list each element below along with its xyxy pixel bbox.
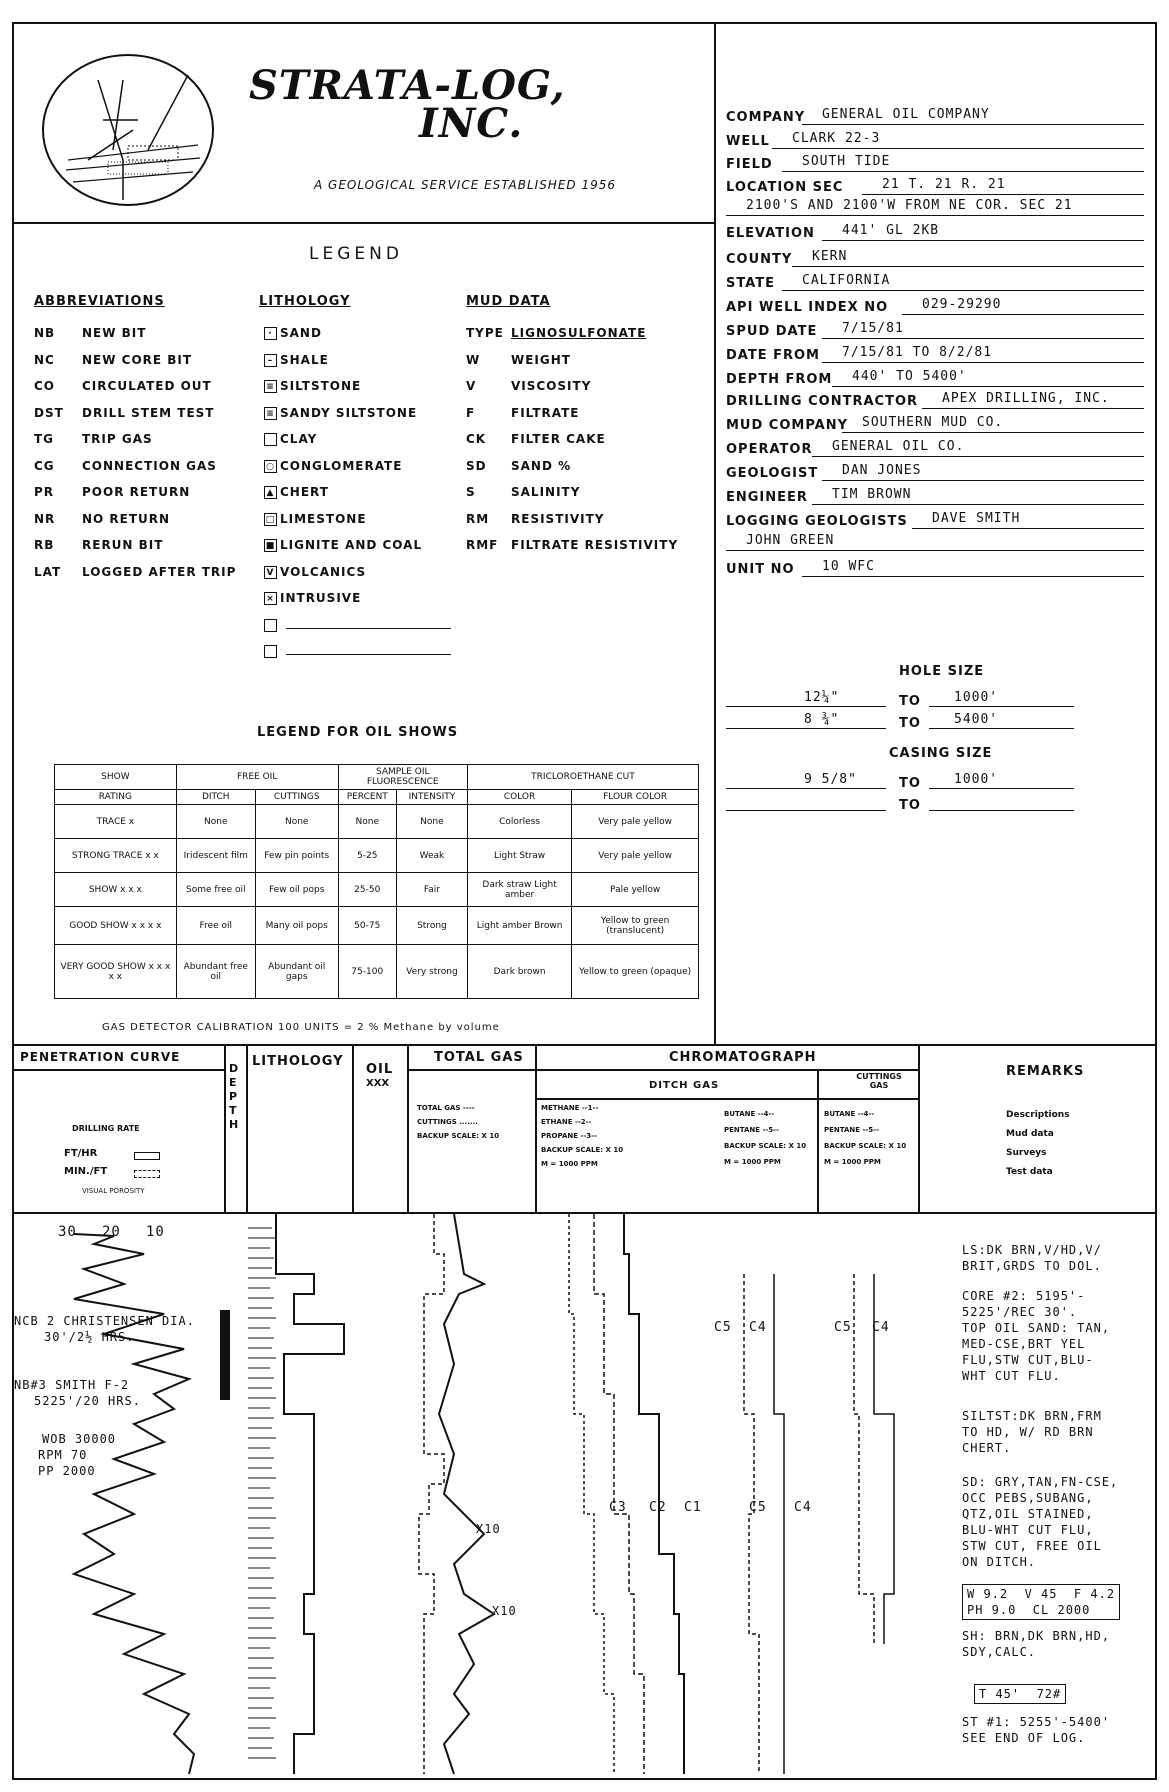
table-cell: Light amber Brown [467, 907, 571, 945]
chrom-left-item: M = 1000 PPM [541, 1160, 598, 1168]
abbreviation-text: POOR RETURN [82, 485, 191, 499]
well-field-value: 029-29290 [922, 297, 1002, 312]
oil-shows-subheader: COLOR [467, 790, 571, 805]
lithology-legend-label: CHERT [280, 485, 329, 499]
tg-legend-item: BACKUP SCALE: X 10 [417, 1132, 500, 1140]
hole_size-to-label: TO [899, 716, 921, 731]
well-field-label: ENGINEER [726, 490, 808, 505]
lithology-legend-item [264, 379, 361, 393]
well-field-label: MUD COMPANY [726, 418, 849, 433]
cuttings-gas-curve [419, 1214, 444, 1774]
lithology-legend-item [264, 485, 329, 499]
company-name-line-1: STRATA-LOG, [249, 62, 566, 109]
table-cell: Pale yellow [572, 873, 699, 907]
well-field-value: 7/15/81 [842, 321, 904, 336]
ethane-curve [594, 1214, 644, 1774]
well-field-label: DATE FROM [726, 348, 820, 363]
table-cell: None [338, 805, 396, 839]
abbreviation-code: DST [34, 405, 64, 420]
table-cell: 75-100 [338, 945, 396, 999]
abbreviations-title: ABBREVIATIONS [34, 294, 165, 309]
well-field-value: 10 WFC [822, 559, 875, 574]
chrom-mid-item: M = 1000 PPM [724, 1158, 781, 1166]
ft-hr-label: FT/HR [64, 1148, 98, 1159]
casing_size-size: 9 5/8" [804, 772, 857, 787]
table-cell: Dark brown [467, 945, 571, 999]
remark-entry: ST #1: 5255'-5400' SEE END OF LOG. [962, 1715, 1111, 1745]
oil-shows-header: TRICLOROETHANE CUT [467, 765, 698, 790]
oil-shows-subheader: INTENSITY [396, 790, 467, 805]
log-header [14, 1044, 1155, 1214]
well-field-value: GENERAL OIL COMPANY [822, 107, 990, 122]
table-cell: Colorless [467, 805, 571, 839]
pentane-curve [774, 1274, 784, 1774]
table-cell: 5-25 [338, 839, 396, 873]
chrom-mid-item: PENTANE --5-- [724, 1126, 779, 1134]
well-field-value: CLARK 22-3 [792, 131, 881, 146]
oil-column-x: XXX [366, 1078, 390, 1089]
chromatograph-trace-label: C1 [684, 1500, 702, 1515]
lithology-symbol-icon [264, 433, 277, 446]
remark-entry: LS:DK BRN,V/HD,V/ BRIT,GRDS TO DOL. [962, 1243, 1102, 1273]
table-cell: VERY GOOD SHOW x x x x x [55, 945, 177, 999]
table-cell: Fair [396, 873, 467, 907]
table-cell: TRACE x [55, 805, 177, 839]
hole_size-depth: 5400' [954, 712, 999, 727]
mud-data-text: SALINITY [511, 485, 581, 499]
lithology-legend-item [264, 512, 367, 526]
chromatograph-trace-label: C4 [872, 1320, 890, 1335]
penetration-note: NB#3 SMITH F-2 [14, 1378, 130, 1392]
table-cell: SHOW x x x [55, 873, 177, 907]
oil-shows-header: FREE OIL [176, 765, 338, 790]
lithology-legend-label: CONGLOMERATE [280, 458, 403, 473]
table-cell: Yellow to green (translucent) [572, 907, 699, 945]
lithology-legend-label: SILTSTONE [280, 379, 362, 393]
oil-column-title: OIL [366, 1062, 394, 1077]
hole_size-size: 12¼" [804, 690, 840, 705]
well-field-label: LOGGING GEOLOGISTS [726, 514, 908, 529]
legend-title: LEGEND [309, 244, 403, 264]
propane-curve [569, 1214, 614, 1774]
well-field-label: API WELL INDEX NO [726, 300, 889, 315]
remark-entry: SILTST:DK BRN,FRM TO HD, W/ RD BRN CHERT. [962, 1409, 1102, 1455]
oil-shows-subheader: PERCENT [338, 790, 396, 805]
well-field-label: COMPANY [726, 110, 806, 125]
abbreviation-code: LAT [34, 564, 62, 579]
abbreviation-code: CG [34, 458, 55, 473]
core-interval-bar [220, 1310, 230, 1400]
hole_size-depth: 1000' [954, 690, 999, 705]
mud-data-text: FILTRATE RESISTIVITY [511, 538, 679, 552]
chromatograph-trace-label: C4 [794, 1500, 812, 1515]
lithology-legend-item [264, 618, 451, 632]
chrom-right-item: M = 1000 PPM [824, 1158, 881, 1166]
cuttings-gas-title: CUTTINGS GAS [856, 1072, 902, 1090]
well-field-label: DRILLING CONTRACTOR [726, 394, 918, 409]
penetration-note: PP 2000 [38, 1464, 96, 1478]
well-field-label: OPERATOR [726, 442, 813, 457]
lithology-legend-item [264, 538, 422, 552]
lithology-symbol-icon [264, 619, 277, 632]
lithology-percent-line [276, 1214, 344, 1774]
abbreviation-code: TG [34, 432, 55, 446]
well-field-value: DAN JONES [842, 463, 922, 478]
oil-shows-header: SHOW [55, 765, 177, 790]
abbreviation-text: NEW CORE BIT [82, 352, 193, 367]
lithology-legend-label: INTRUSIVE [280, 591, 362, 605]
mud-data-text: RESISTIVITY [511, 511, 605, 526]
well-field-value: 440' TO 5400' [852, 369, 967, 384]
abbreviation-code: RB [34, 538, 55, 552]
well-field-label: STATE [726, 276, 776, 291]
well-field-value: 7/15/81 TO 8/2/81 [842, 345, 993, 360]
table-cell: Few oil pops [255, 873, 338, 907]
well-field-label: FIELD [726, 157, 773, 172]
lithology-legend-item [264, 459, 402, 473]
penetration-note: WOB 30000 [42, 1432, 117, 1446]
table-cell: Yellow to green (opaque) [572, 945, 699, 999]
total-gas-curve [439, 1214, 494, 1774]
lithology-legend-item [264, 565, 366, 579]
penetration-curve-title: PENETRATION CURVE [20, 1050, 181, 1064]
table-cell: Dark straw Light amber [467, 873, 571, 907]
abbreviation-text: NEW BIT [82, 326, 147, 340]
well-field-value: 441' GL 2KB [842, 223, 940, 238]
mud-data-text: WEIGHT [511, 352, 571, 367]
oil-shows-subheader: CUTTINGS [255, 790, 338, 805]
lithology-legend-label: SANDY SILTSTONE [280, 405, 418, 420]
total-gas-title: TOTAL GAS [434, 1050, 524, 1065]
table-row [55, 907, 699, 945]
table-cell: Free oil [176, 907, 255, 945]
well-field-value: JOHN GREEN [746, 533, 835, 548]
casing_size-to-label: TO [899, 776, 921, 791]
chromatograph-trace-label: C3 [609, 1500, 627, 1515]
mud-data-code: TYPE [466, 326, 504, 340]
remarks-items-item: Test data [1006, 1167, 1053, 1177]
gas-calibration-note: GAS DETECTOR CALIBRATION 100 UNITS = 2 % Methane by volume [102, 1022, 500, 1033]
lithology-symbol-icon: □ [265, 514, 276, 525]
lithology-legend-label: LIGNITE AND COAL [280, 538, 423, 552]
lithology-legend-label: SHALE [280, 352, 329, 367]
tg-legend-item: CUTTINGS ....... [417, 1118, 478, 1126]
table-row [55, 839, 699, 873]
chrom-mid-item: BUTANE --4-- [724, 1110, 775, 1118]
table-cell: Many oil pops [255, 907, 338, 945]
well-field-label: SPUD DATE [726, 324, 818, 339]
chrom-left-item: ETHANE --2-- [541, 1118, 592, 1126]
lithology-legend-label: SAND [280, 326, 322, 340]
remarks-title: REMARKS [1006, 1064, 1085, 1079]
depth-column-title: DEPTH [229, 1062, 239, 1131]
chromatograph-trace-label: C5 [749, 1500, 767, 1515]
chrom-right-item: BUTANE --4-- [824, 1110, 875, 1118]
oil-shows-subheader: RATING [55, 790, 177, 805]
hole-size-title: HOLE SIZE [899, 664, 985, 679]
min-ft-line-sample [134, 1170, 160, 1178]
table-cell: Very pale yellow [572, 805, 699, 839]
lithology-symbol-icon [264, 645, 277, 658]
oil-shows-table [54, 764, 699, 999]
table-cell: Abundant free oil [176, 945, 255, 999]
company-name-line-2: INC. [419, 100, 524, 147]
gas-backup-scale-label: X10 [492, 1604, 517, 1618]
well-field-value: SOUTHERN MUD CO. [862, 415, 1004, 430]
chrom-left-item: PROPANE --3-- [541, 1132, 597, 1140]
oil-shows-subheader: FLOUR COLOR [572, 790, 699, 805]
table-cell: None [396, 805, 467, 839]
abbreviation-code: NB [34, 326, 56, 340]
abbreviation-text: LOGGED AFTER TRIP [82, 564, 237, 579]
abbreviation-code: NC [34, 352, 55, 367]
chromatograph-trace-label: C5 [834, 1320, 852, 1335]
lithology-legend-item [264, 591, 361, 605]
oil-shows-header: SAMPLE OIL FLUORESCENCE [338, 765, 467, 790]
remark-entry: W 9.2 V 45 F 4.2 PH 9.0 CL 2000 [962, 1584, 1120, 1620]
lithology-symbol-icon: ■ [265, 541, 276, 551]
well-field-value: DAVE SMITH [932, 511, 1021, 526]
ditch-gas-title: DITCH GAS [649, 1080, 720, 1091]
abbreviation-text: TRIP GAS [82, 432, 153, 446]
lithology-symbol-icon: ≡ [264, 380, 277, 393]
chrom-left-item: BACKUP SCALE: X 10 [541, 1146, 624, 1154]
well-field-value: 21 T. 21 R. 21 [882, 177, 1006, 192]
hole_size-to-label: TO [899, 694, 921, 709]
lithology-legend-item [264, 326, 322, 340]
mud-data-text: VISCOSITY [511, 379, 592, 393]
remark-entry: SD: GRY,TAN,FN-CSE, OCC PEBS,SUBANG, QTZ,OIL STAINED, BLU-WHT CUT FLU, STW CUT, FREE OIL ON DITCH. [962, 1475, 1119, 1569]
lithology-title: LITHOLOGY [259, 294, 351, 309]
well-info-form [714, 24, 1155, 1044]
penetration-note: NCB 2 CHRISTENSEN DIA. [14, 1314, 195, 1328]
mud-data-code: CK [466, 432, 487, 446]
company-tagline: A GEOLOGICAL SERVICE ESTABLISHED 1956 [314, 178, 617, 192]
well-field-label: COUNTY [726, 252, 793, 267]
chrom-right-item: PENTANE --5-- [824, 1126, 879, 1134]
remark-entry: T 45' 72# [974, 1684, 1066, 1704]
casing_size-to-label: TO [899, 798, 921, 813]
mud-data-code: W [466, 352, 481, 367]
well-field-label: WELL [726, 134, 770, 149]
hole_size-size: 8 ¾" [804, 712, 840, 727]
chrom-mid-item: BACKUP SCALE: X 10 [724, 1142, 807, 1150]
chromatograph-title: CHROMATOGRAPH [669, 1050, 817, 1065]
drilling-rate-label: DRILLING RATE [72, 1124, 140, 1133]
penetration-note: 5225'/20 HRS. [34, 1394, 141, 1408]
ft-hr-line-sample [134, 1152, 160, 1160]
remarks-items-item: Mud data [1006, 1129, 1054, 1139]
table-cell: STRONG TRACE x x [55, 839, 177, 873]
chrom-right-item: BACKUP SCALE: X 10 [824, 1142, 907, 1150]
oil-shows-subheader: DITCH [176, 790, 255, 805]
mud-data-title: MUD DATA [466, 294, 551, 309]
casing_size-depth: 1000' [954, 772, 999, 787]
lithology-column [248, 1228, 276, 1758]
mud-data-text: FILTRATE [511, 405, 580, 420]
abbreviation-text: RERUN BIT [82, 538, 164, 552]
well-field-value: SOUTH TIDE [802, 154, 891, 169]
rate-scale-tick: 30 [58, 1224, 77, 1240]
mud-data-text: FILTER CAKE [511, 432, 606, 446]
lithology-symbol-icon: V [264, 566, 277, 579]
well-field-label: LOCATION SEC [726, 180, 844, 195]
remark-entry: CORE #2: 5195'- 5225'/REC 30'. TOP OIL SAND: TAN, MED-CSE,BRT YEL FLU,STW CUT,BLU- WHT CUT FLU. [962, 1289, 1111, 1383]
visual-porosity-label: VISUAL POROSITY [82, 1187, 145, 1195]
abbreviation-text: DRILL STEM TEST [82, 405, 215, 420]
lithology-symbol-icon: ○ [264, 460, 277, 473]
log-sheet [12, 22, 1157, 1780]
lithology-legend-label: CLAY [280, 432, 318, 446]
table-cell: Some free oil [176, 873, 255, 907]
company-logo [38, 50, 218, 210]
lithology-symbol-icon: ▲ [264, 486, 277, 499]
well-field-value: KERN [812, 249, 848, 264]
table-cell: Very strong [396, 945, 467, 999]
remark-entry: SH: BRN,DK BRN,HD, SDY,CALC. [962, 1629, 1111, 1659]
methane-curve [624, 1214, 684, 1774]
table-cell: Iridescent film [176, 839, 255, 873]
abbreviation-code: CO [34, 379, 56, 393]
tg-legend-item: TOTAL GAS ---- [417, 1104, 475, 1112]
table-cell: Weak [396, 839, 467, 873]
lithology-column-title: LITHOLOGY [252, 1054, 344, 1069]
well-field-value: TIM BROWN [832, 487, 912, 502]
cuttings-butane-curve [854, 1274, 874, 1644]
table-row [55, 945, 699, 999]
well-field-label: UNIT NO [726, 562, 795, 577]
remarks-items-item: Descriptions [1006, 1110, 1070, 1120]
table-row [55, 805, 699, 839]
abbreviation-text: CONNECTION GAS [82, 458, 217, 473]
casing-size-title: CASING SIZE [889, 746, 993, 761]
table-cell: Abundant oil gaps [255, 945, 338, 999]
table-row [55, 873, 699, 907]
mud-data-code: RM [466, 511, 490, 526]
abbreviation-code: PR [34, 485, 55, 499]
lithology-symbol-icon: × [264, 592, 277, 605]
table-cell: Strong [396, 907, 467, 945]
abbreviation-text: CIRCULATED OUT [82, 379, 212, 393]
penetration-note: RPM 70 [38, 1448, 88, 1462]
chromatograph-trace-label: C2 [649, 1500, 667, 1515]
well-field-value: 2100'S AND 2100'W FROM NE COR. SEC 21 [746, 198, 1073, 213]
min-ft-label: MIN./FT [64, 1166, 108, 1177]
table-cell: 50-75 [338, 907, 396, 945]
penetration-note: 30'/2½ HRS. [44, 1330, 135, 1344]
well-field-label: GEOLOGIST [726, 466, 819, 481]
well-field-value: CALIFORNIA [802, 273, 891, 288]
mud-data-code: V [466, 379, 477, 393]
table-cell: Very pale yellow [572, 839, 699, 873]
table-cell: Few pin points [255, 839, 338, 873]
chromatograph-trace-label: C4 [749, 1320, 767, 1335]
lithology-symbol-icon: – [264, 354, 277, 367]
lithology-legend-item [264, 406, 417, 420]
remarks-items-item: Surveys [1006, 1148, 1047, 1158]
mud-data-code: F [466, 405, 476, 420]
table-cell: Light Straw [467, 839, 571, 873]
well-field-value: GENERAL OIL CO. [832, 439, 965, 454]
gas-backup-scale-label: X10 [476, 1522, 501, 1536]
lithology-symbol-icon: ≡ [264, 407, 277, 420]
mud-data-code: S [466, 485, 476, 499]
mud-data-code: SD [466, 458, 487, 473]
mud-data-code: RMF [466, 538, 499, 552]
butane-curve [744, 1274, 759, 1774]
lithology-symbol-icon: · [264, 327, 277, 340]
table-cell: 25-50 [338, 873, 396, 907]
rate-scale-tick: 10 [146, 1224, 165, 1240]
well-field-label: DEPTH FROM [726, 372, 833, 387]
lithology-legend-label: VOLCANICS [280, 564, 367, 579]
chrom-left-item: METHANE --1-- [541, 1104, 599, 1112]
chromatograph-trace-label: C5 [714, 1320, 732, 1335]
rate-scale-tick: 20 [102, 1224, 121, 1240]
lithology-legend-item [264, 432, 317, 446]
mud-data-text: LIGNOSULFONATE [511, 326, 647, 340]
abbreviation-code: NR [34, 511, 56, 526]
well-field-label: ELEVATION [726, 226, 815, 241]
lithology-legend-label: LIMESTONE [280, 511, 367, 526]
table-cell: None [255, 805, 338, 839]
lithology-legend-item [264, 644, 451, 658]
lithology-legend-item [264, 353, 329, 367]
table-cell: GOOD SHOW x x x x [55, 907, 177, 945]
oil-shows-title: LEGEND FOR OIL SHOWS [257, 725, 459, 740]
well-field-value: APEX DRILLING, INC. [942, 391, 1110, 406]
table-cell: None [176, 805, 255, 839]
company-header [14, 24, 714, 224]
abbreviation-text: NO RETURN [82, 511, 171, 526]
mud-data-text: SAND % [511, 458, 572, 473]
